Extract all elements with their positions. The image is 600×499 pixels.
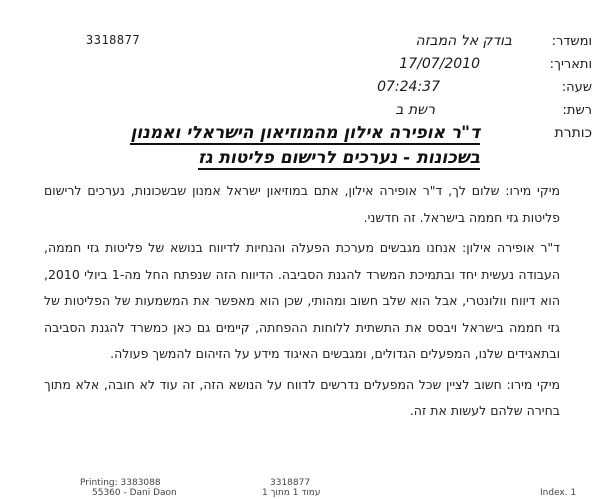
footer-doc-number: 3318877 [270,478,311,488]
date-label: ותאריך: [549,57,592,72]
subject-line-2: בשכונות - נערכים לרישום פליטות גז [198,148,480,168]
time-value: 07:24:37 [377,79,440,95]
footer-printing: Printing: 3383088 [80,478,161,488]
time-label: שעה: [561,80,592,95]
footer-index: Index. 1 [540,488,577,498]
transcript-paragraph: מיקי מירו: שלום לך, ד"ר אופירה אילון, אתם במוזיאון ישראל אמנון שבשכונות, נערכים לרישום פליטות גזי חממה בישראל. זה חדשני. [44,183,560,225]
broadcaster-value: בודק אל המבזה [415,33,512,49]
document-number: 3318877 [86,33,141,47]
subject-line-1: ד"ר אופירה אילון מהמוזיאון הישראלי ואמנון [130,123,480,143]
subject-label: כותרת [554,125,592,141]
transcript-paragraph: ד"ר אופירה אילון: אנחנו מגבשים מערכת הפעלה והנחיות לדיווח בנושא של פליטות גזי חממה, העבודה נעשית יחד ובתמיכת המשרד להגנת הסביבה. הדיווח הזה שנפתח החל מה-1 ביולי 2010, הוא דיווח וולונטרי, אבל הוא שלב חשוב ומהותי, שכן הוא מאפשר את המשמעות של הפליטות של גזי חממה בישראל ויבסס את התשתית ללוחות ההפחתה, קיימים גם כאן כמשרד להגנת הסביבה ובתאגידים שלנו, המפעלים הגדולים, ומגבשים האיגוד מידע על הזיהום להמשך פעולה. [44,240,560,361]
transcript-body [44,178,560,429]
network-value: רשת ב [395,102,435,118]
network-label: רשת: [562,103,592,118]
date-value: 17/07/2010 [399,56,480,72]
broadcaster-label: ומשדר: [551,34,592,49]
transcript-paragraph: מיקי מירו: חשוב לציין שכל המפעלים נדרשים לדווח על הנושא הזה, זה עוד לא חובה, אלא מתוך בחירה שלהם לעשות את זה. [44,376,560,418]
footer-operator: 55360 - Dani Daon [92,488,177,498]
footer-page-count: עמוד 1 מתוך 1 [262,488,321,498]
